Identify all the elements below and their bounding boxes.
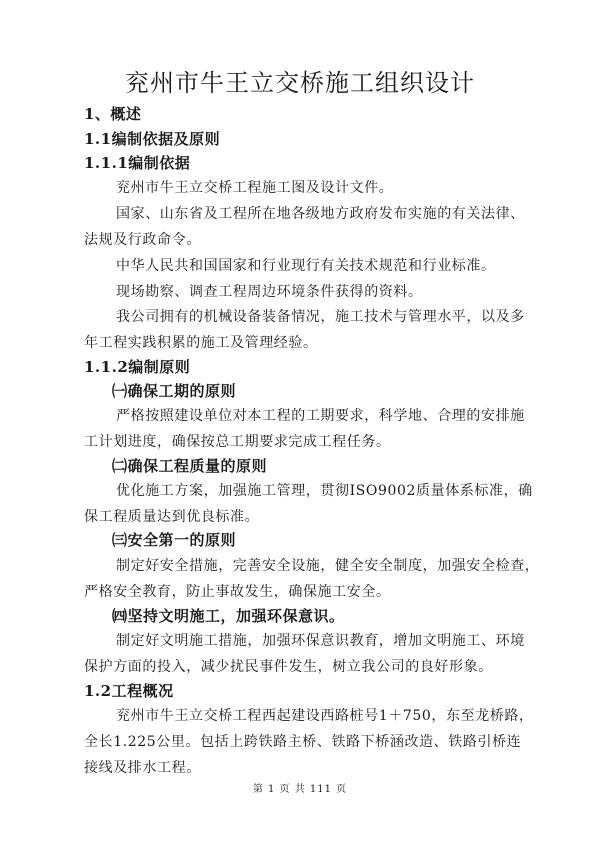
paragraph-line: 保护方面的投入，减少扰民事件发生，树立我公司的良好形象。 xyxy=(84,659,493,675)
heading-section-1: 1、概述 xyxy=(84,105,142,123)
paragraph-line: 制定好安全措施，完善安全设施，健全安全制度，加强安全检查， xyxy=(116,558,540,574)
paragraph-line: 制定好文明施工措施，加强环保意识教育，增加文明施工、环境 xyxy=(116,633,525,649)
paragraph-line: 严格按照建设单位对本工程的工期要求，科学地、合理的安排施 xyxy=(116,408,525,424)
page-footer: 第 1 页 共 111 页 xyxy=(252,784,348,795)
paragraph-line: 兖州市牛王立交桥工程西起建设西路桩号1＋750，东至龙桥路， xyxy=(116,708,534,724)
paragraph-line: 国家、山东省及工程所在地各级地方政府发布实施的有关法律、 xyxy=(116,206,525,222)
heading-section-1-2: 1.2工程概况 xyxy=(84,682,174,700)
paragraph-line: 兖州市牛王立交桥工程施工图及设计文件。 xyxy=(116,180,394,196)
paragraph-line: 年工程实践积累的施工及管理经验。 xyxy=(84,335,318,351)
document-title: 兖州市牛王立交桥施工组织设计 xyxy=(125,69,475,97)
paragraph-line: 保工程质量达到优良标准。 xyxy=(84,509,260,525)
heading-section-1-1-2: 1.1.2编制原则 xyxy=(84,358,191,376)
subheading-principle-3: ㈢安全第一的原则 xyxy=(112,531,237,549)
paragraph-line: 工计划进度，确保按总工期要求完成工程任务。 xyxy=(84,434,391,450)
paragraph-line: 现场勘察、调查工程周边环境条件获得的资料。 xyxy=(116,284,423,300)
subheading-principle-2: ㈡确保工程质量的原则 xyxy=(112,457,268,475)
paragraph-line: 中华人民共和国国家和行业现行有关技术规范和行业标准。 xyxy=(116,258,496,274)
subheading-principle-4: ㈣坚持文明施工，加强环保意识。 xyxy=(112,607,345,625)
paragraph-line: 法规及行政命令。 xyxy=(84,232,201,248)
paragraph-line: 严格安全教育，防止事故发生，确保施工安全。 xyxy=(84,584,391,600)
paragraph-line: 接线及排水工程。 xyxy=(84,760,201,776)
paragraph-line: 我公司拥有的机械设备装备情况，施工技术与管理水平，以及多 xyxy=(116,309,525,325)
subheading-principle-1: ㈠确保工期的原则 xyxy=(112,382,237,400)
heading-section-1-1: 1.1编制依据及原则 xyxy=(84,130,221,148)
paragraph-line: 优化施工方案，加强施工管理，贯彻ISO9002质量体系标准，确 xyxy=(116,483,533,499)
paragraph-line: 全长1.225公里。包括上跨铁路主桥、铁路下桥涵改造、铁路引桥连 xyxy=(84,734,522,750)
heading-section-1-1-1: 1.1.1编制依据 xyxy=(84,154,191,172)
